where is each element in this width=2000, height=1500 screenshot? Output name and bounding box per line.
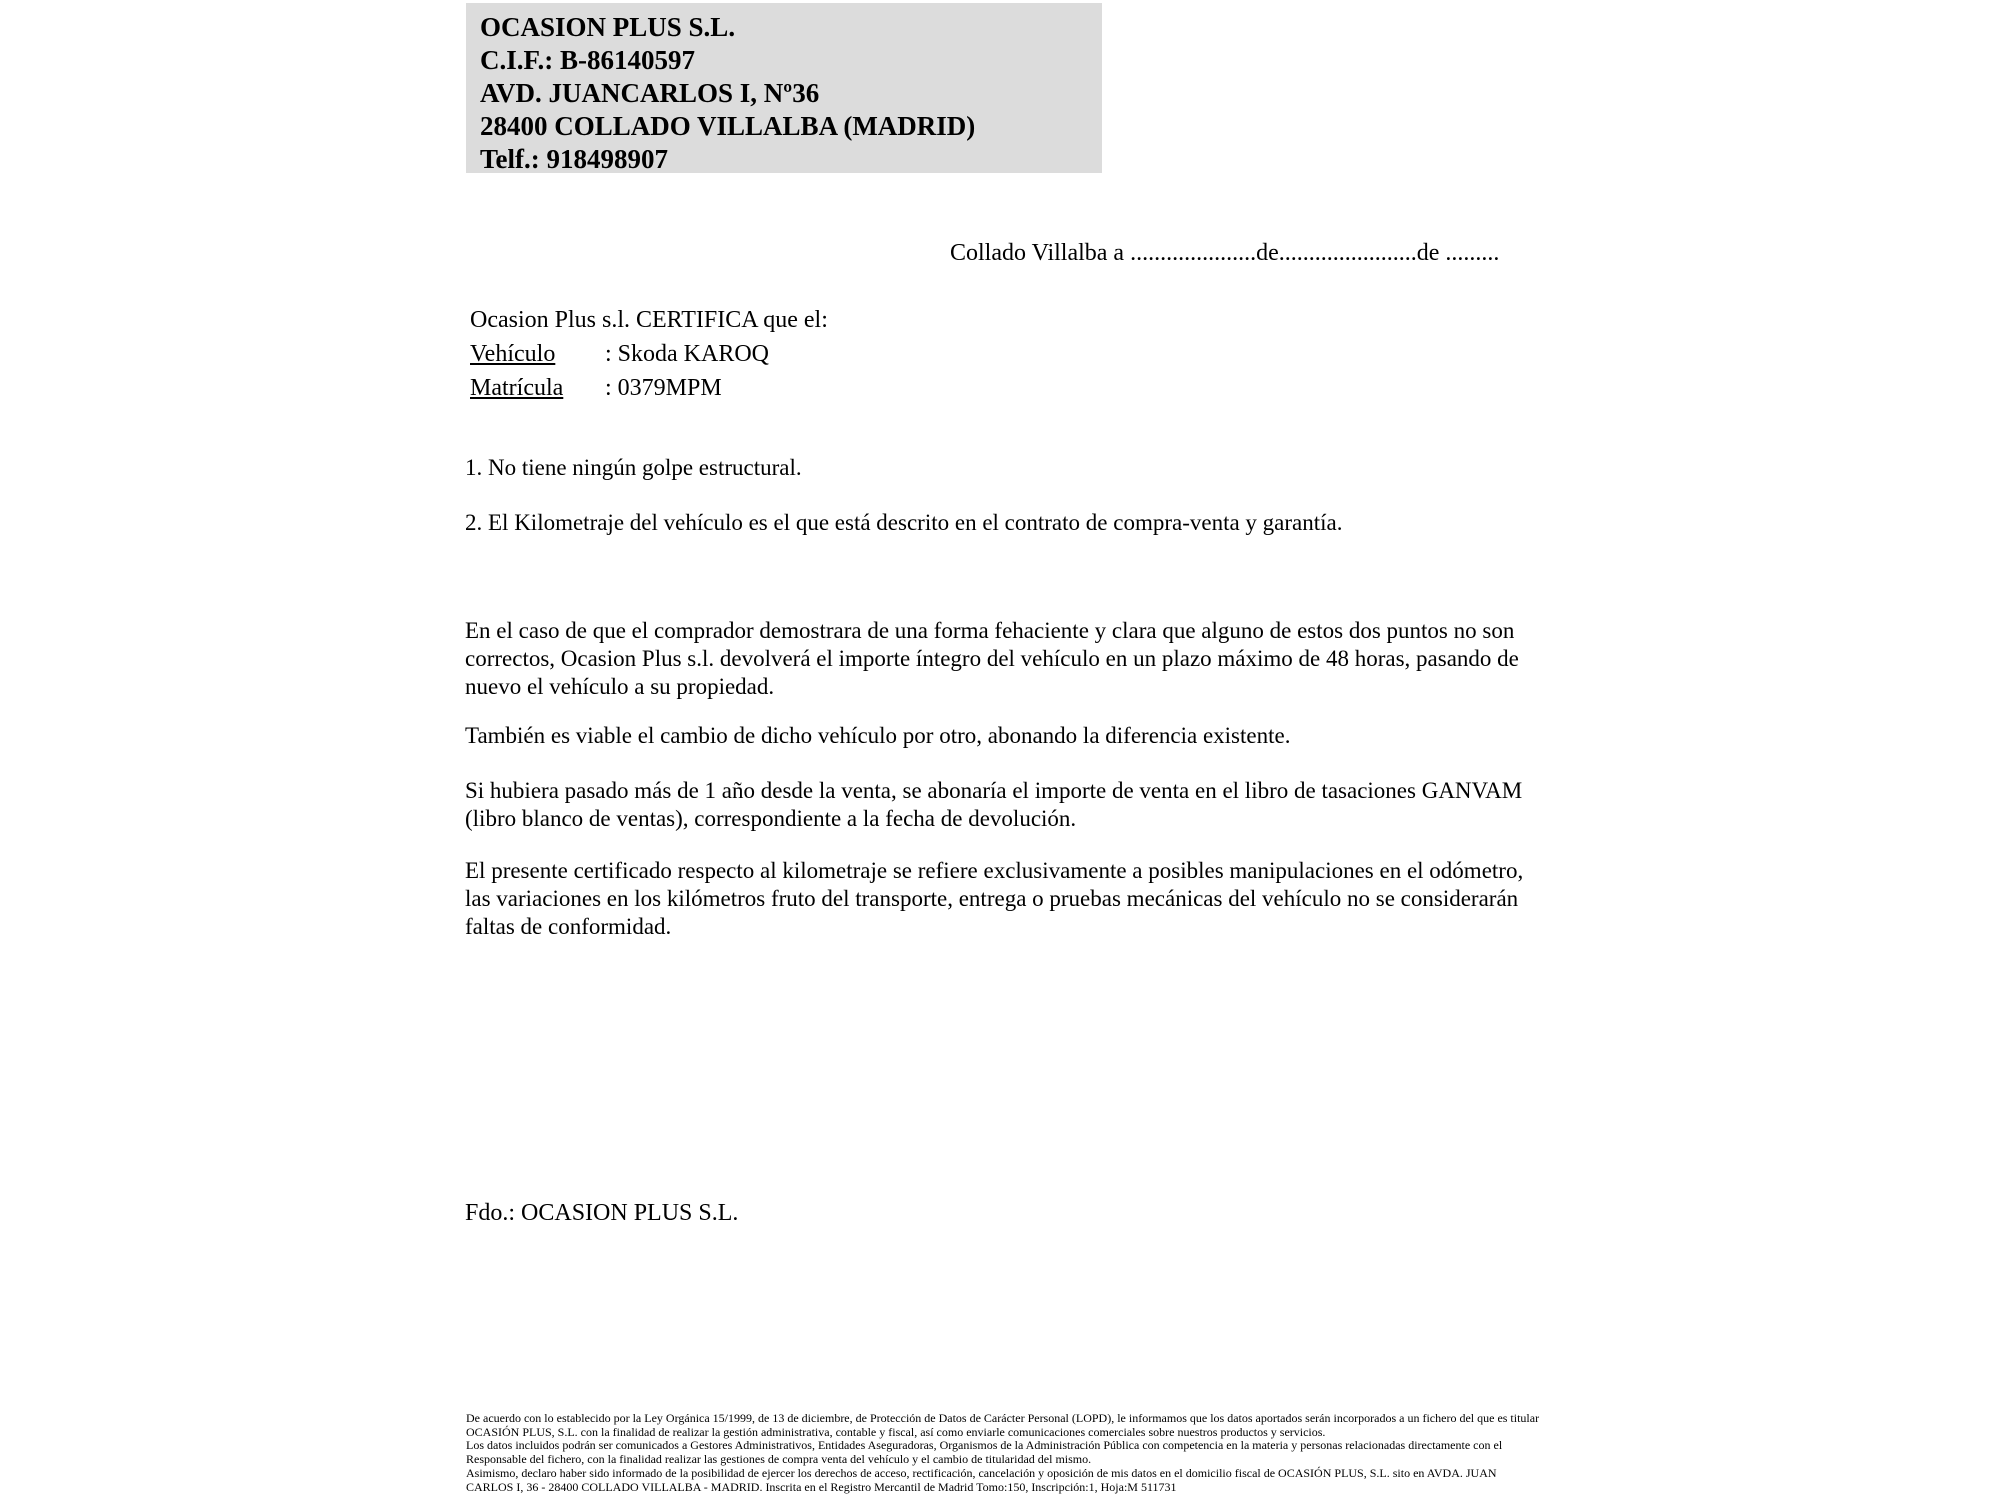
- date-line: Collado Villalba a .....................de.......................de .........: [950, 240, 1500, 266]
- company-cif: C.I.F.: B-86140597: [480, 45, 696, 75]
- legal-line: De acuerdo con lo establecido por la Ley Orgánica 15/1999, de 13 de diciembre, de Protección de Datos de Carácter Personal (LOPD), le informamos que los datos aportados serán incorporados a un fichero del que es titular: [466, 1411, 1540, 1425]
- legal-line: Asimismo, declaro haber sido informado de la posibilidad de ejercer los derechos de acceso, rectificación, cancelación y oposición de mis datos en el domicilio fiscal de OCASIÓN PLUS, S.L. sito en AVDA. JUAN: [466, 1465, 1497, 1480]
- certification-block: [470, 303, 828, 405]
- certified-point-1: 1. No tiene ningún golpe estructural.: [465, 455, 802, 480]
- legal-line: Responsable del fichero, con la finalidad realizar las gestiones de compra venta del vehículo y el cambio de titularidad del mismo.: [466, 1452, 1092, 1467]
- vehicle-value: : Skoda KAROQ: [605, 341, 770, 367]
- vehicle-field: [470, 337, 828, 371]
- certify-intro: Ocasion Plus s.l. CERTIFICA que el:: [470, 307, 828, 333]
- legal-line: Los datos incluidos podrán ser comunicados a Gestores Administrativos, Entidades Aseguradoras, Organismos de la Administración Pública con competencia en la materia y personas relacionadas directamente con el: [466, 1438, 1503, 1453]
- company-address: AVD. JUANCARLOS I, Nº36: [480, 78, 820, 108]
- plate-field: [470, 371, 828, 405]
- legal-notice: [466, 1412, 1539, 1494]
- paragraph-ganvam: Si hubiera pasado más de 1 año desde la venta, se abonaría el importe de venta en el libro de tasaciones GANVAM (libro blanco de ventas), correspondiente a la fecha de devolución.: [465, 778, 1523, 831]
- company-city: 28400 COLLADO VILLALBA (MADRID): [480, 111, 976, 141]
- company-phone: Telf.: 918498907: [480, 144, 668, 174]
- paragraph-refund: En el caso de que el comprador demostrara de una forma fehaciente y clara que alguno de estos dos puntos no son correctos, Ocasion Plus s.l. devolverá el importe íntegro del vehículo en un plazo máximo de 48 horas, pasando de nuevo el vehículo a su propiedad.: [465, 618, 1519, 699]
- legal-line: OCASIÓN PLUS, S.L. con la finalidad de realizar la gestión administrativa, contable y fiscal, así como enviarle comunicaciones comerciales sobre nuestros productos y servicios.: [466, 1424, 1326, 1439]
- vehicle-label: Vehículo: [470, 341, 556, 367]
- company-name: OCASION PLUS S.L.: [480, 12, 736, 42]
- letterhead-box: [466, 3, 1102, 173]
- signature-line: Fdo.: OCASION PLUS S.L.: [465, 1200, 739, 1226]
- legal-line: CARLOS I, 36 - 28400 COLLADO VILLALBA - MADRID. Inscrita en el Registro Mercantil de Madrid Tomo:150, Inscripción:1, Hoja:M 511731: [466, 1479, 1177, 1494]
- plate-label: Matrícula: [470, 375, 564, 401]
- plate-value: : 0379MPM: [605, 375, 722, 401]
- certified-point-2: 2. El Kilometraje del vehículo es el que está descrito en el contrato de compra-venta y garantía.: [465, 510, 1343, 535]
- paragraph-odometer: El presente certificado respecto al kilometraje se refiere exclusivamente a posibles manipulaciones en el odómetro, las variaciones en los kilómetros fruto del transporte, entrega o pruebas mecánicas del vehículo no se considerarán faltas de conformidad.: [465, 858, 1524, 939]
- paragraph-exchange: También es viable el cambio de dicho vehículo por otro, abonando la diferencia existente.: [465, 723, 1291, 748]
